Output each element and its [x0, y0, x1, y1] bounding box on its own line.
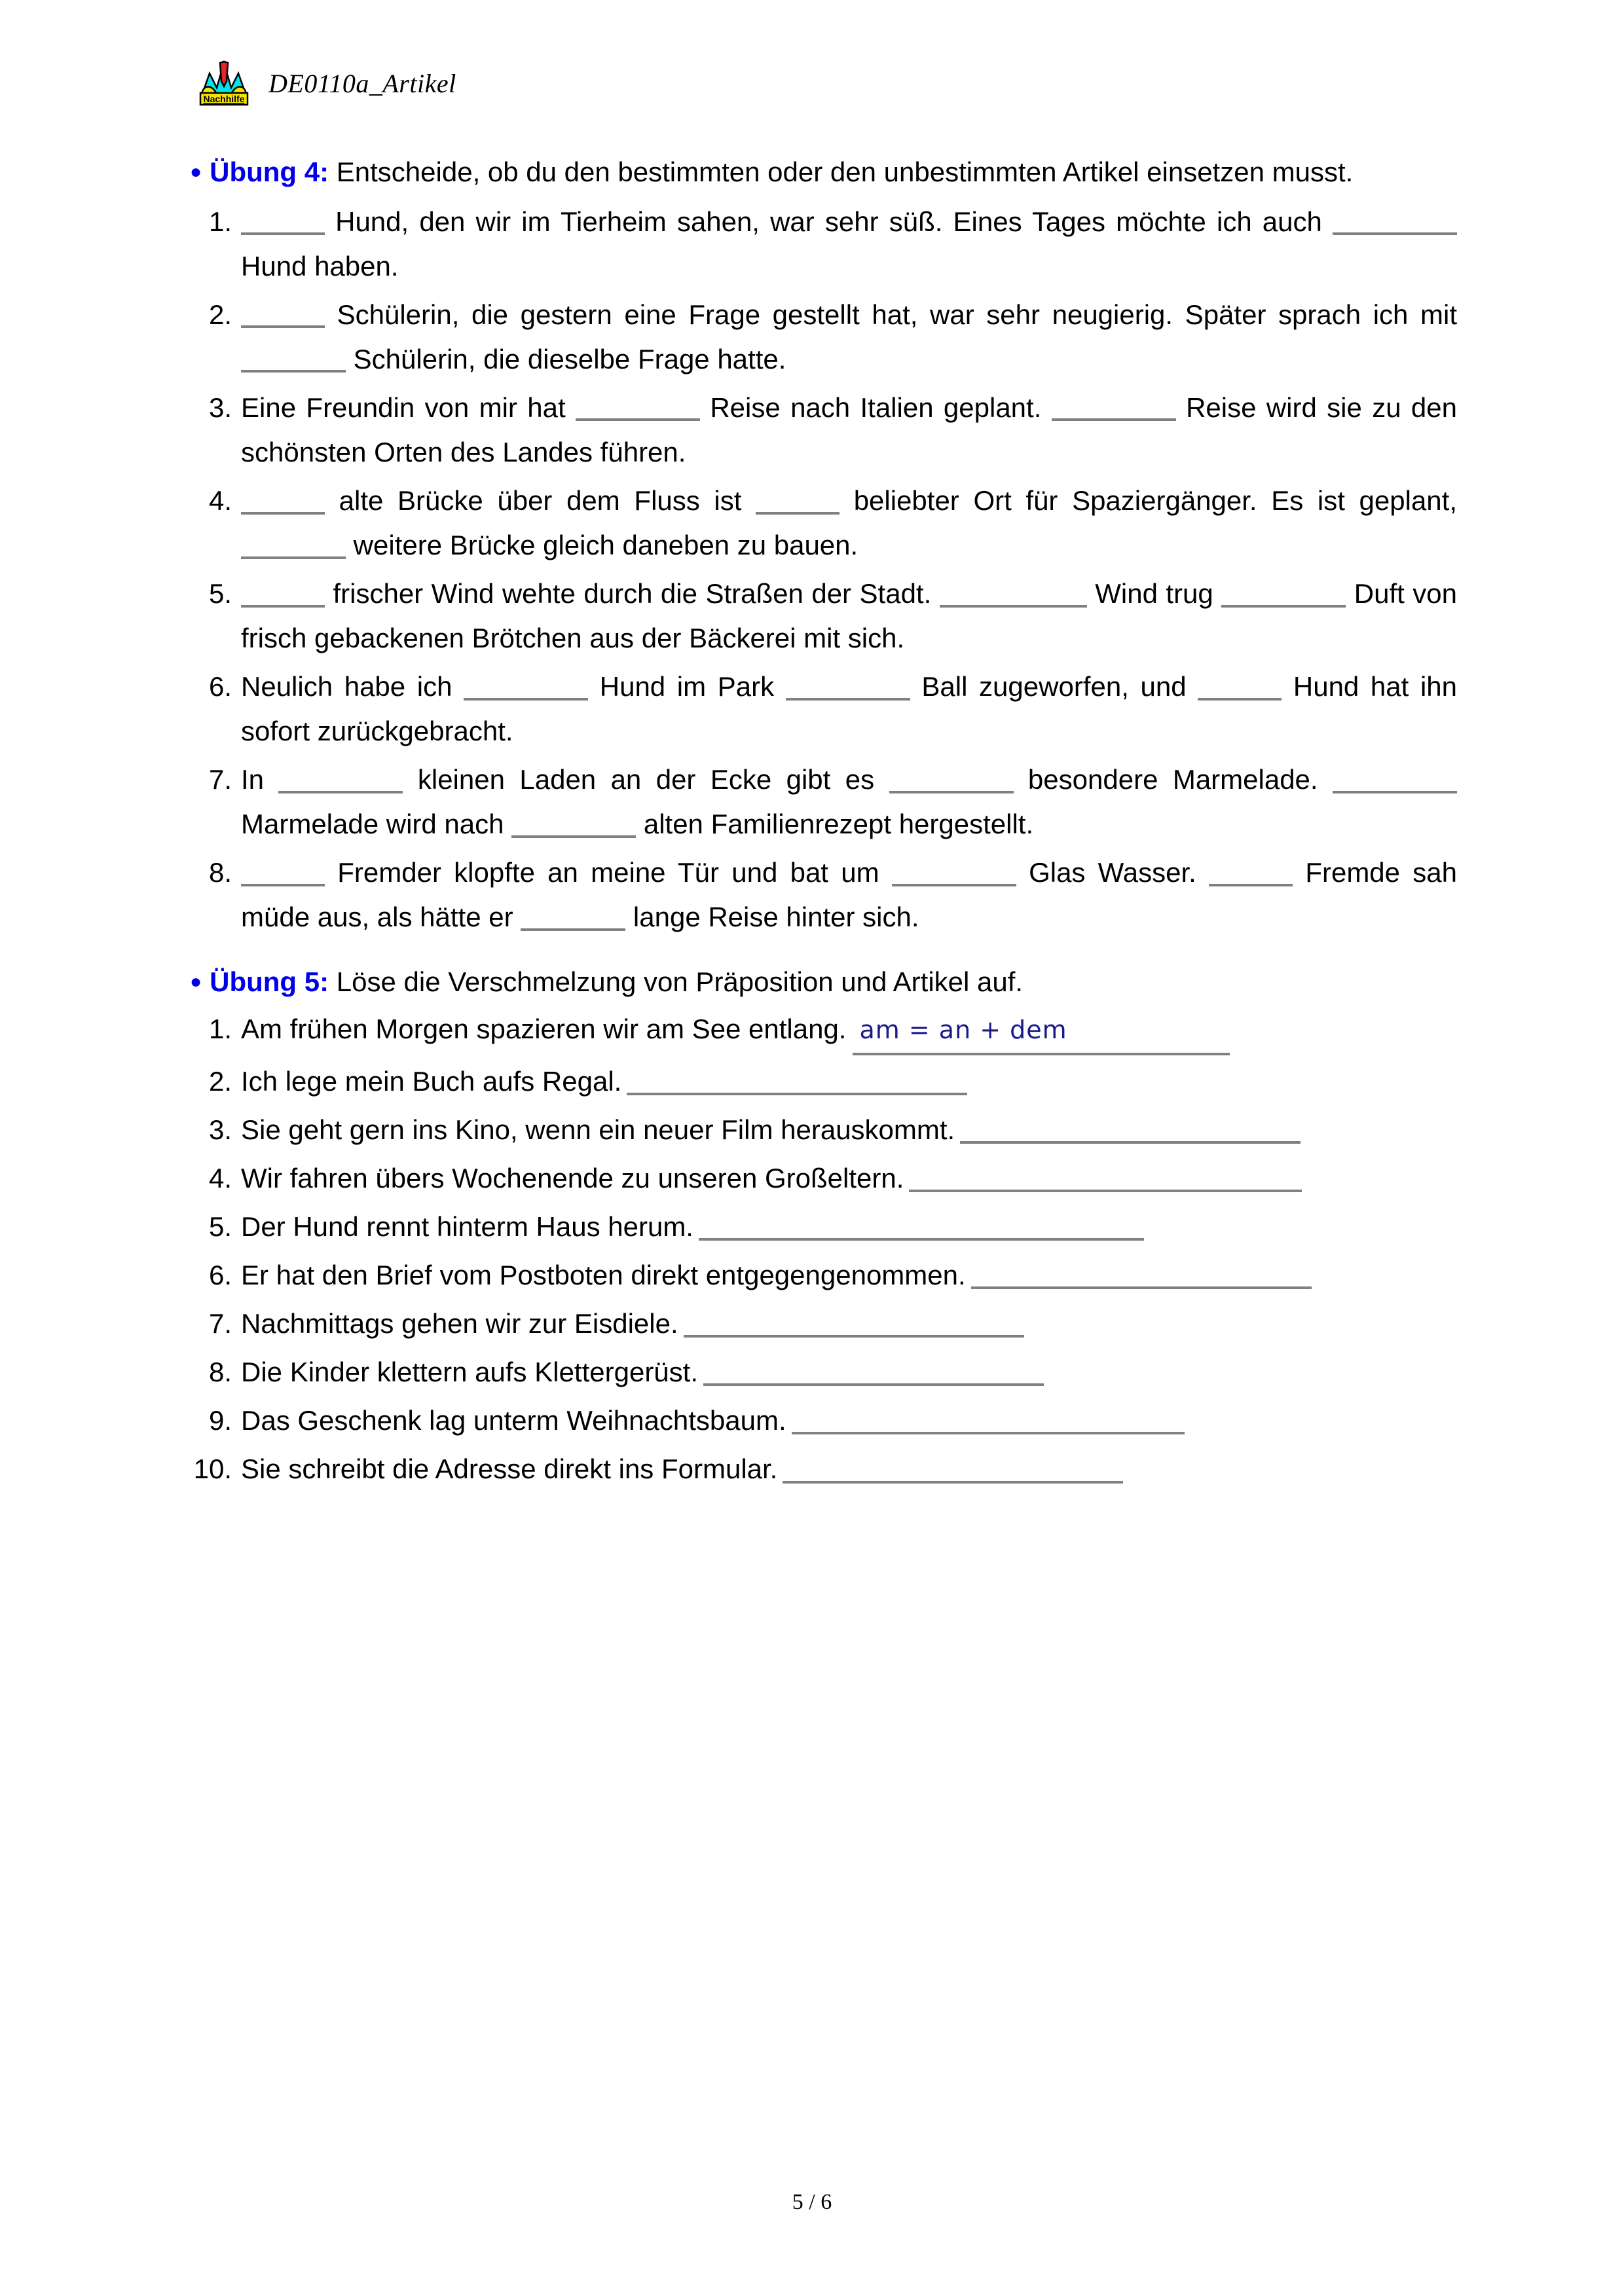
answer-line[interactable]: [699, 1212, 1144, 1241]
item-number: 6.: [208, 1259, 232, 1290]
item-number: 5.: [208, 1211, 232, 1242]
item-number: 7.: [208, 763, 232, 795]
page-footer: [0, 2190, 1624, 2215]
exercise-5-item: [190, 1398, 1457, 1443]
item-text: [241, 1357, 1044, 1387]
item-text: [241, 1405, 1185, 1436]
item-number: 8.: [208, 1356, 232, 1387]
item-number: 9.: [208, 1404, 232, 1436]
sentence-fragment: Duft von frisch gebackenen Brötchen aus der Bäckerei mit sich.: [241, 577, 1457, 653]
fill-in-blank[interactable]: [576, 393, 700, 422]
item-number: 4.: [208, 1162, 232, 1194]
item-text: [241, 764, 1457, 839]
item-text: [241, 485, 1457, 560]
exercise-4-item: [190, 386, 1457, 475]
item-text: [241, 1163, 1302, 1194]
exercise-5-item: [190, 1156, 1457, 1201]
sentence-text: Der Hund rennt hinterm Haus herum.: [241, 1211, 693, 1242]
fill-in-blank[interactable]: [889, 765, 1014, 793]
item-text: [241, 1308, 1024, 1339]
sentence-fragment: Fremder klopfte an meine Tür und bat um: [325, 857, 892, 888]
exercise-4-instruction: Entscheide, ob du den bestimmten oder den unbestimmten Artikel einsetzen musst.: [329, 156, 1354, 187]
exercise-4-item: [190, 479, 1457, 568]
answer-line[interactable]: [960, 1115, 1301, 1144]
handwritten-answer: am = an + dem: [859, 1015, 1067, 1044]
exercise-4-item: [190, 850, 1457, 939]
item-text: [241, 392, 1457, 467]
answer-line[interactable]: [971, 1261, 1312, 1290]
fill-in-blank[interactable]: [1221, 579, 1346, 608]
item-text: [241, 1013, 1230, 1044]
sentence-fragment: In: [241, 763, 279, 795]
exercise-5-item: [190, 1253, 1457, 1298]
exercise-5-item: [190, 1350, 1457, 1394]
item-text: [241, 1260, 1312, 1290]
fill-in-blank[interactable]: [1209, 858, 1293, 886]
sentence-fragment: Glas Wasser.: [1016, 857, 1209, 888]
exercise-4-item: [190, 572, 1457, 661]
fill-in-blank[interactable]: [241, 486, 325, 515]
exercise-5-item: [190, 1108, 1457, 1152]
sentence-text: Das Geschenk lag unterm Weihnachtsbaum.: [241, 1404, 786, 1436]
worksheet-content: [190, 155, 1457, 1495]
sentence-fragment: Fremde sah müde aus, als hätte er: [241, 857, 1457, 933]
sentence-fragment: besondere Marmelade.: [1013, 763, 1333, 795]
sentence-fragment: Hund, den wir im Tierheim sahen, war sehr süß. Eines Tages möchte ich auch: [325, 206, 1333, 237]
sentence-fragment: Wind trug: [1086, 577, 1222, 609]
sentence-text: Ich lege mein Buch aufs Regal.: [241, 1065, 622, 1097]
sentence-text: Er hat den Brief vom Postboten direkt entgegengenommen.: [241, 1259, 966, 1290]
item-text: [241, 578, 1457, 653]
answer-line[interactable]: [684, 1309, 1024, 1338]
fill-in-blank[interactable]: [940, 579, 1087, 608]
answer-line[interactable]: [627, 1066, 967, 1095]
sentence-fragment: Neulich habe ich: [241, 670, 464, 702]
answer-line[interactable]: [703, 1358, 1044, 1387]
item-text: [241, 1211, 1144, 1242]
sentence-fragment: Ball zugeworfen, und: [910, 670, 1198, 702]
answer-line[interactable]: [909, 1163, 1302, 1192]
fill-in-blank[interactable]: [241, 579, 325, 608]
exercise-4-item: [190, 293, 1457, 382]
fill-in-blank[interactable]: [521, 902, 625, 931]
svg-text:Nachhilfe: Nachhilfe: [203, 94, 245, 104]
item-number: 3.: [208, 1114, 232, 1145]
exercise-4-list: [190, 200, 1457, 940]
nachhilfe-logo-icon: [196, 59, 251, 107]
fill-in-blank[interactable]: [241, 299, 325, 328]
fill-in-blank[interactable]: [1198, 672, 1282, 701]
fill-in-blank[interactable]: [786, 672, 910, 701]
exercise-4-item: [190, 665, 1457, 754]
fill-in-blank[interactable]: [511, 809, 636, 838]
exercise-4-item: [190, 200, 1457, 289]
fill-in-blank[interactable]: [756, 486, 840, 515]
sentence-fragment: weitere Brücke gleich daneben zu bauen.: [346, 529, 858, 560]
item-number: 2.: [208, 1065, 232, 1097]
sentence-fragment: Hund hat ihn sofort zurückgebracht.: [241, 670, 1457, 746]
item-number: 3.: [208, 392, 232, 423]
item-number: 6.: [208, 670, 232, 702]
item-text: [241, 299, 1457, 374]
sentence-fragment: alte Brücke über dem Fluss ist: [325, 484, 756, 516]
exercise-5-item: [190, 1302, 1457, 1346]
sentence-fragment: frischer Wind wehte durch die Straßen der Stadt.: [325, 577, 940, 609]
exercise-5-list: [190, 1007, 1457, 1491]
item-number: 2.: [208, 299, 232, 330]
sentence-fragment: Reise nach Italien geplant.: [699, 392, 1052, 423]
exercise-5-item: [190, 1059, 1457, 1104]
item-number: 7.: [208, 1307, 232, 1339]
answer-line[interactable]: [792, 1406, 1185, 1435]
sentence-fragment: Hund haben.: [241, 250, 399, 282]
bullet-icon: ●: [190, 160, 202, 183]
item-number: 1.: [208, 1013, 232, 1044]
sentence-text: Sie schreibt die Adresse direkt ins Formular.: [241, 1453, 778, 1484]
exercise-5-item: [190, 1007, 1457, 1055]
item-number: 5.: [208, 577, 232, 609]
answer-line[interactable]: [783, 1455, 1123, 1484]
sentence-fragment: Marmelade wird nach: [241, 809, 512, 839]
sentence-text: Die Kinder klettern aufs Klettergerüst.: [241, 1356, 699, 1387]
fill-in-blank[interactable]: [241, 206, 325, 235]
item-text: [241, 206, 1457, 282]
item-text: [241, 1453, 1123, 1484]
fill-in-blank[interactable]: [892, 858, 1016, 886]
sentence-text: Nachmittags gehen wir zur Eisdiele.: [241, 1307, 678, 1339]
item-text: [241, 1066, 967, 1097]
fill-in-blank[interactable]: [241, 858, 325, 886]
sentence-text: Am frühen Morgen spazieren wir am See entlang.: [241, 1013, 847, 1044]
bullet-icon: ●: [190, 970, 202, 993]
sentence-fragment: Eine Freundin von mir hat: [241, 392, 576, 423]
fill-in-blank[interactable]: [278, 765, 403, 793]
item-number: 4.: [208, 484, 232, 516]
fill-in-blank[interactable]: [241, 530, 346, 559]
page-number: 5 / 6: [792, 2190, 832, 2214]
sentence-fragment: Reise wird sie zu den schönsten Orten des Landes führen.: [241, 392, 1457, 467]
exercise-5-instruction: Löse die Verschmelzung von Präposition und Artikel auf.: [329, 966, 1024, 998]
sentence-fragment: alten Familienrezept hergestellt.: [636, 809, 1034, 839]
item-text: [241, 671, 1457, 746]
item-text: [241, 1114, 1301, 1145]
exercise-4-heading: [190, 155, 1457, 191]
sentence-fragment: beliebter Ort für Spaziergänger. Es ist geplant,: [840, 484, 1458, 516]
fill-in-blank[interactable]: [241, 344, 346, 373]
item-number: 8.: [208, 857, 232, 888]
exercise-5-item: [190, 1205, 1457, 1249]
sentence-fragment: kleinen Laden an der Ecke gibt es: [403, 763, 889, 795]
item-text: [241, 857, 1457, 932]
exercise-5-label: Übung 5:: [210, 966, 329, 998]
answer-line[interactable]: [853, 1007, 1230, 1055]
exercise-5-heading: [190, 964, 1457, 1000]
fill-in-blank[interactable]: [1333, 206, 1457, 235]
fill-in-blank[interactable]: [1052, 393, 1176, 422]
page-header: [196, 59, 456, 107]
sentence-fragment: Schülerin, die gestern eine Frage gestellt hat, war sehr neugierig. Später sprach ich mit: [325, 299, 1457, 330]
exercise-4-item: [190, 757, 1457, 847]
sentence-text: Wir fahren übers Wochenende zu unseren Großeltern.: [241, 1162, 904, 1194]
sentence-text: Sie geht gern ins Kino, wenn ein neuer Film herauskommt.: [241, 1114, 955, 1145]
fill-in-blank[interactable]: [1333, 765, 1457, 793]
sentence-fragment: Schülerin, die dieselbe Frage hatte.: [346, 343, 786, 374]
exercise-4-label: Übung 4:: [210, 156, 329, 187]
item-number: 1.: [208, 206, 232, 237]
sentence-fragment: lange Reise hinter sich.: [625, 902, 919, 933]
exercise-5-item: [190, 1447, 1457, 1491]
item-number: 10.: [193, 1453, 232, 1484]
document-title: DE0110a_Artikel: [268, 68, 456, 98]
fill-in-blank[interactable]: [464, 672, 588, 701]
sentence-fragment: Hund im Park: [588, 670, 786, 702]
